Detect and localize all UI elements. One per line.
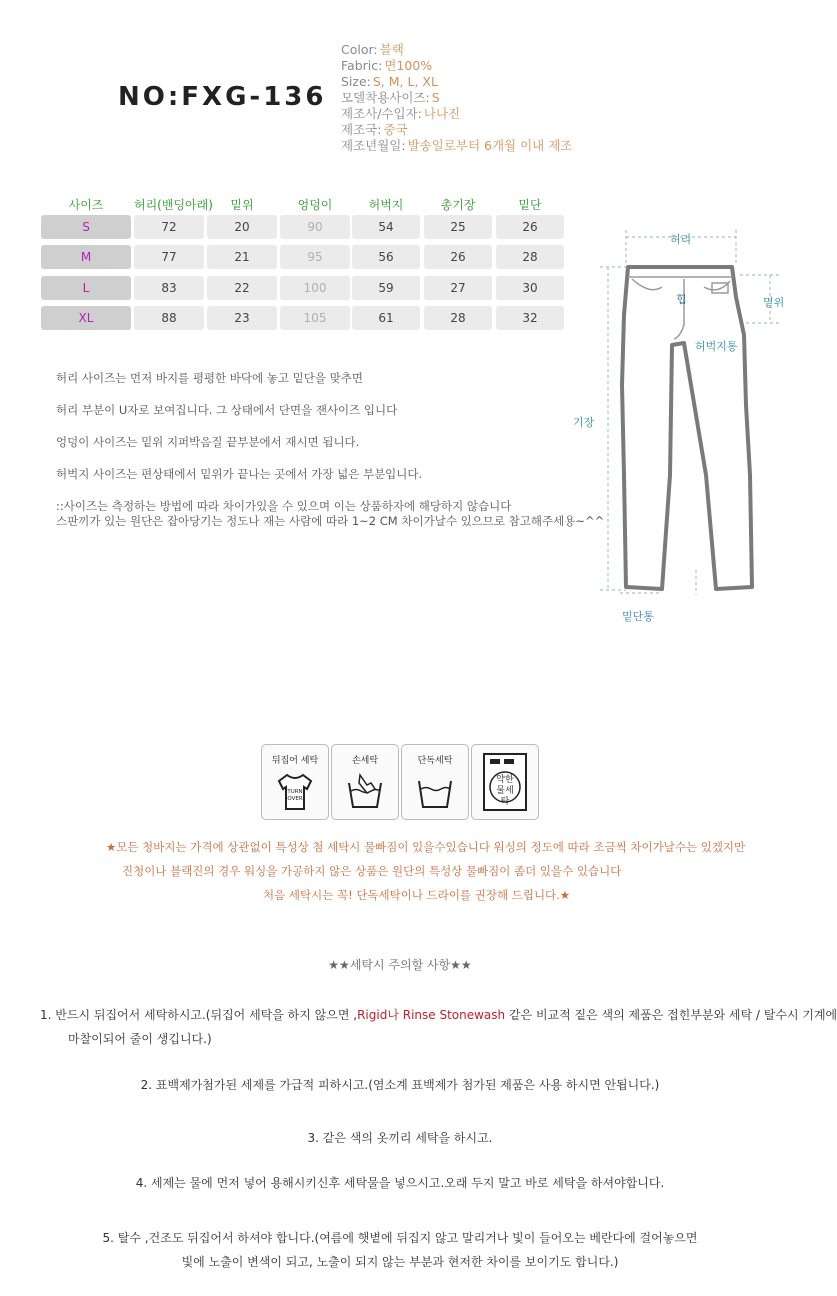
spec-size: Size: S, M, L, XL [341, 74, 438, 89]
table-cell: 61 [352, 306, 420, 330]
table-cell: 22 [207, 276, 277, 300]
care-note-line: 진청이나 블랙진의 경우 워싱을 가공하지 않은 상품은 원단의 특성상 물빠짐이 좀더 있을수 있습니다 [122, 864, 622, 878]
size-cell: S [41, 215, 131, 239]
table-cell: 28 [496, 245, 564, 269]
table-cell: 72 [134, 215, 204, 239]
label-hem: 밑단통 [622, 610, 654, 623]
table-cell: 105 [280, 306, 350, 330]
table-cell: 26 [424, 245, 492, 269]
table-cell: 23 [207, 306, 277, 330]
note-line: ::사이즈는 측정하는 방법에 따라 차이가있을 수 있으며 이는 상품하자에 해당하지 않습니다 [56, 499, 512, 513]
label-hip: 힙 [676, 293, 687, 306]
table-cell: 21 [207, 245, 277, 269]
label-rise: 밑위 [763, 296, 785, 309]
care-label: 손세탁 [351, 756, 379, 766]
size-cell: XL [41, 306, 131, 330]
table-cell: 28 [424, 306, 492, 330]
col-header-thigh: 허벅지 [368, 198, 404, 212]
product-number: NO:FXG-136 [118, 82, 327, 112]
turn-over-text: TURN OVER [287, 789, 303, 802]
table-cell: 90 [280, 215, 350, 239]
table-cell: 30 [496, 276, 564, 300]
care-mild-wash [471, 744, 539, 820]
table-cell: 56 [352, 245, 420, 269]
care-turn-over [261, 744, 329, 820]
col-header-hip: 엉덩이 [297, 198, 333, 212]
size-cell: L [41, 276, 131, 300]
col-header-length: 총기장 [440, 198, 476, 212]
table-cell: 77 [134, 245, 204, 269]
care-note-line: ★모든 청바지는 가격에 상관없이 특성상 첨 세탁시 물빠짐이 있을수있습니다 워싱의 정도에 따라 조금씩 차이가날수는 있겠지만 [106, 840, 746, 854]
wash-rule-3: 3. 같은 색의 옷끼리 세탁을 하시고. [307, 1131, 493, 1145]
care-label: 단독세탁 [417, 756, 453, 766]
spec-color: Color: 블랙 [341, 42, 404, 57]
wash-rule-4: 4. 세제는 물에 먼저 넣어 용해시키신후 세탁물을 넣으시고.오래 두지 말고 바로 세탁을 하셔야합니다. [135, 1176, 665, 1190]
care-note-line: 처음 세탁시는 꼭! 단독세탁이나 드라이를 권장해 드립니다.★ [263, 888, 571, 902]
note-line: 허벅지 사이즈는 편상태에서 밑위가 끝나는 곳에서 가장 넓은 부분입니다. [56, 467, 423, 481]
table-cell: 88 [134, 306, 204, 330]
label-waist: 허리 [670, 233, 692, 246]
size-cell: M [41, 245, 131, 269]
col-header-size: 사이즈 [68, 198, 104, 212]
note-line: 스판끼가 있는 원단은 잡아당기는 정도나 재는 사람에 따라 1~2 CM 차이가날수 있으므로 참고해주세용~^^ [56, 514, 605, 528]
spec-model-size: 모델착용사이즈: S [341, 90, 440, 105]
col-header-hem: 밑단 [518, 198, 542, 212]
table-cell: 100 [280, 276, 350, 300]
care-single-wash [401, 744, 469, 820]
label-thigh: 허벅지통 [695, 340, 738, 353]
care-label: 뒤집어 세탁 [271, 756, 319, 766]
mild-wash-text: 약한 물세탁 [496, 775, 514, 807]
col-header-waist: 허리(밴딩아래) [134, 198, 213, 212]
wash-rule-1-cont: 마찰이되어 줄이 생깁니다.) [68, 1032, 212, 1046]
wash-rule-5-cont: 빛에 노출이 변색이 되고, 노출이 되지 않는 부분과 현저한 차이를 보이기도 합니다.) [181, 1255, 619, 1269]
pants-diagram [573, 225, 790, 625]
spec-manufacture-date: 제조년월일: 발송일로부터 6개월 이내 제조 [341, 138, 573, 153]
spec-fabric: Fabric: 면100% [341, 58, 433, 73]
note-line: 허리 사이즈는 먼저 바지를 평평한 바닥에 놓고 밑단을 맞추면 [56, 371, 363, 385]
care-hand-wash [331, 744, 399, 820]
single-wash-icon [415, 771, 455, 811]
table-cell: 26 [496, 215, 564, 239]
table-cell: 20 [207, 215, 277, 239]
wash-rule-2: 2. 표백제가첨가된 세제를 가급적 피하시고.(염소계 표백제가 첨가된 제품은 사용 하시면 안됩니다.) [140, 1078, 660, 1092]
wash-rule-5: 5. 탈수 ,건조도 뒤집어서 하셔야 합니다.(여름에 햇볕에 뒤집지 않고 말리거나 빛이 들어오는 베란다에 걸어놓으면 [102, 1231, 698, 1245]
table-cell: 27 [424, 276, 492, 300]
table-cell: 95 [280, 245, 350, 269]
table-cell: 54 [352, 215, 420, 239]
note-line: 허리 부분이 U자로 보여집니다. 그 상태에서 단면을 잰사이즈 입니다 [56, 403, 398, 417]
spec-maker: 제조사/수입자: 나나진 [341, 106, 461, 121]
wash-rule-1: 1. 반드시 뒤집어서 세탁하시고.(뒤집어 세탁을 하지 않으면 ,Rigid나 Rinse Stonewash 같은 비교적 짙은 색의 제품은 접힌부분와 세탁 / 탈수시 기계에 [40, 1008, 837, 1022]
note-line: 엉덩이 사이즈는 밑위 지퍼박음질 끝부분에서 재시면 됩니다. [56, 435, 360, 449]
col-header-rise: 밑위 [230, 198, 254, 212]
table-cell: 83 [134, 276, 204, 300]
table-cell: 25 [424, 215, 492, 239]
wash-title: ★★세탁시 주의할 사항★★ [328, 958, 472, 972]
label-length: 기장 [573, 416, 595, 429]
pants-outline-icon [580, 225, 790, 625]
table-cell: 59 [352, 276, 420, 300]
hand-wash-icon [345, 771, 385, 811]
table-cell: 32 [496, 306, 564, 330]
spec-country: 제조국: 중국 [341, 122, 408, 137]
